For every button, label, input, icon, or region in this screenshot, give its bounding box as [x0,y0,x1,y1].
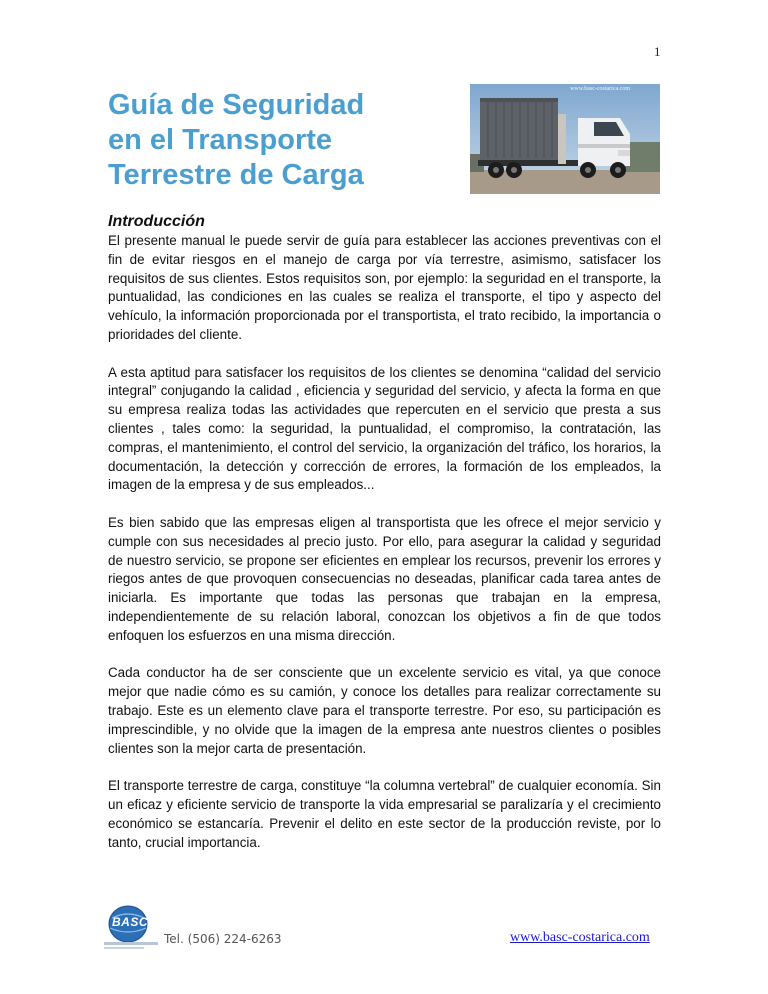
footer-website-link[interactable]: www.basc-costarica.com [510,930,650,945]
title-line-1: Guía de Seguridad [108,89,365,121]
truck-photo [470,84,660,194]
paragraph-1: El presente manual le puede servir de guía para establecer las acciones preventivas con el fin de evitar riesgos en el manejo de carga por vía terrestre, asimismo, satisfacer los requisitos de sus clientes. Estos requisitos son, por ejemplo: la seguridad en el transporte, la puntualidad, las condiciones en las cuales se realiza el transporte, el tipo y aspecto del vehículo, la información proporcionada por el transportista, el trato recibido, la importancia o prioridades del cliente. [108,233,661,342]
basc-logo [104,902,158,952]
footer-phone: Tel. (506) 224-6263 [164,932,282,946]
title-line-2: en el Transporte [108,124,333,156]
paragraph-2: A esta aptitud para satisfacer los requisitos de los clientes se denomina “calidad del servicio integral” conjugando la calidad , eficiencia y seguridad del servicio, y afecta la forma en que su empresa realiza todas las actividades que repercuten en el servicio que presta a sus clientes , tales como: la seguridad, la puntualidad, el compromiso, la contratación, las compras, el mantenimiento, el control del servicio, la organización del tráfico, los horarios, la documentación, la detección y corrección de errores, la formación de los empleados, la imagen de la empresa y de sus empleados... [108,364,661,493]
document-title [108,88,438,193]
truck-illustration [470,84,660,194]
title-line-3: Terrestre de Carga [108,159,364,191]
paragraph-4: Cada conductor ha de ser consciente que un excelente servicio es vital, ya que conoce mejor que nadie cómo es su camión, y conoce los detalles para realizar correctamente su trabajo. Este es un elemento clave para el transporte terrestre. Por eso, su participación es imprescindible, y no olvide que la imagen de la empresa ante nuestros clientes o posibles clientes son la mejor carta de presentación. [108,665,661,756]
document-body [108,212,661,871]
paragraph-3: Es bien sabido que las empresas eligen al transportista que les ofrece el mejor servicio y cumple con sus necesidades al precio justo. Por ello, para asegurar la calidad y seguridad de nuestro servicio, se propone ser eficientes en emplear los recursos, prevenir los errores y riegos antes de que provoquen consecuencias no deseadas, planificar cada tarea antes de iniciarla. Es importante que todas las personas que trabajan en la empresa, independientemente de su relación laboral, conozcan los objetivos a fin de que todos enfoquen los esfuerzos en una misma dirección. [108,514,661,643]
section-heading: Introducción [108,213,205,230]
photo-caption: www.basc-costarica.com [570,86,630,92]
page-number: 1 [654,44,661,59]
paragraph-5: El transporte terrestre de carga, constituye “la columna vertebral” de cualquier economía. Sin un eficaz y eficiente servicio de transporte la vida empresarial se paralizaría y el crecimiento económico se estancaría. Prevenir el delito en este sector de la producción reviste, por lo tanto, crucial importancia. [108,778,661,850]
logo-text: BASC [112,915,149,929]
